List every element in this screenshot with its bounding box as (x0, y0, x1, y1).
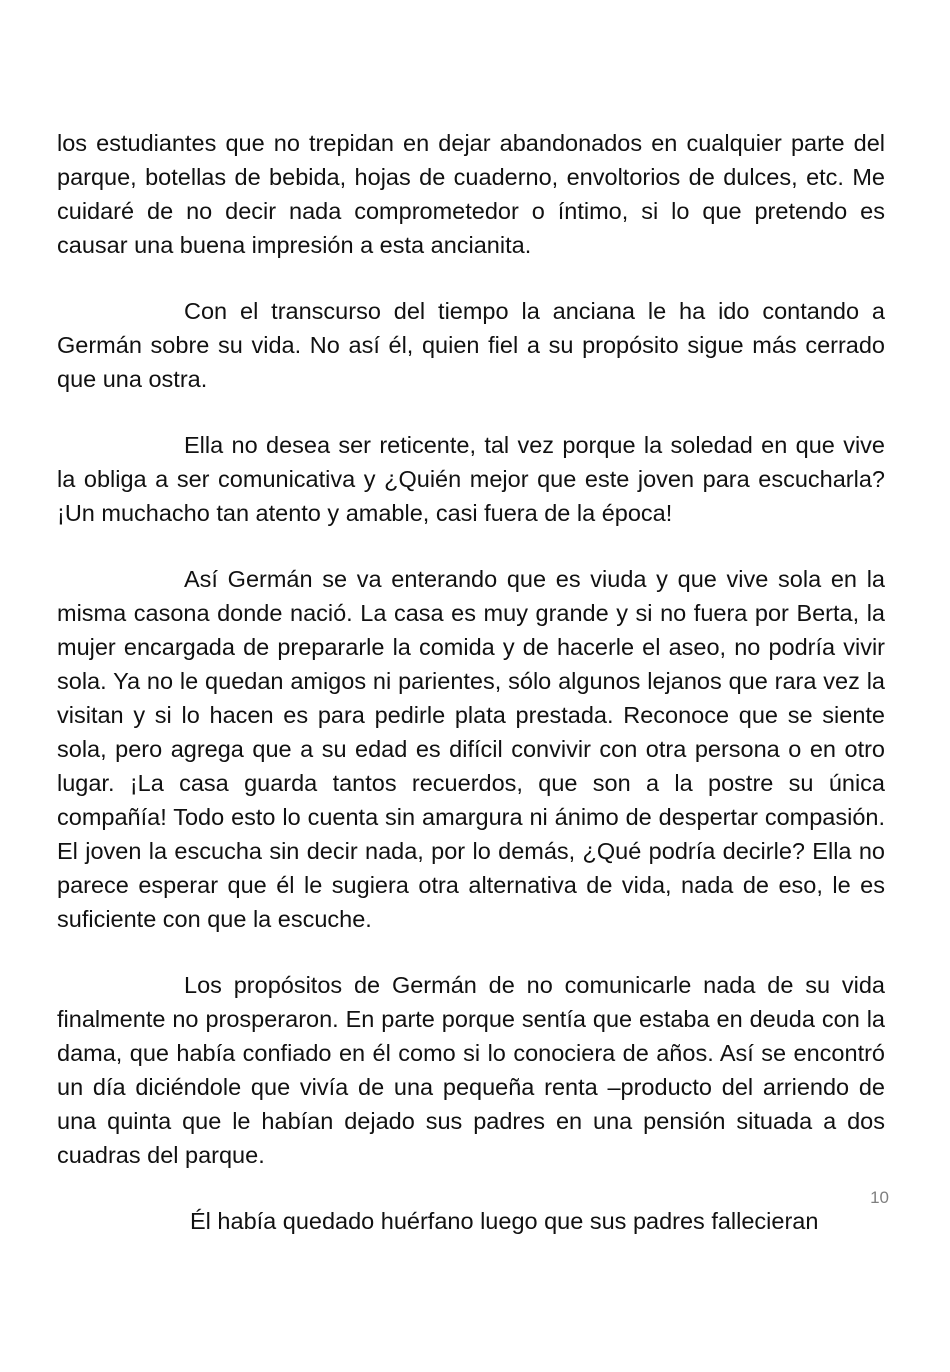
paragraph-continuation: los estudiantes que no trepidan en dejar abandonados en cualquier parte del parque, botellas de bebida, hojas de cuaderno, envoltorios de dulces, etc. Me cuidaré de no decir nada comprometedor o íntimo, si lo que pretendo es causar una buena impresión a esta ancianita. (57, 130, 885, 258)
body-text (57, 126, 885, 1238)
paragraph: Con el transcurso del tiempo la anciana le ha ido contando a Germán sobre su vida. No así él, quien fiel a su propósito sigue más cerrado que una ostra. (57, 298, 885, 392)
paragraph-last-line: Él había quedado huérfano luego que sus padres fallecieran (190, 1208, 819, 1234)
paragraph: Ella no desea ser reticente, tal vez porque la soledad en que vive la obliga a ser comunicativa y ¿Quién mejor que este joven para escucharla? ¡Un muchacho tan atento y amable, casi fuera de la época! (57, 432, 885, 526)
paragraph: Así Germán se va enterando que es viuda y que vive sola en la misma casona donde nació. La casa es muy grande y si no fuera por Berta, la mujer encargada de prepararle la comida y de hacerle el aseo, no podría vivir sola. Ya no le quedan amigos ni parientes, sólo algunos lejanos que rara vez la visitan y si lo hacen es para pedirle plata prestada. Reconoce que se siente sola, pero agrega que a su edad es difícil convivir con otra persona o en otro lugar. ¡La casa guarda tantos recuerdos, que son a la postre su única compañía! Todo esto lo cuenta sin amargura ni ánimo de despertar compasión. El joven la escucha sin decir nada, por lo demás, ¿Qué podría decirle? Ella no parece esperar que él le sugiera otra alternativa de vida, nada de eso, le es suficiente con que la escuche. (57, 566, 885, 932)
page-number: 10 (870, 1188, 889, 1207)
paragraph: Los propósitos de Germán de no comunicarle nada de su vida finalmente no prosperaron. En parte porque sentía que estaba en deuda con la dama, que había confiado en él como si lo conociera de años. Así se encontró un día diciéndole que vivía de una pequeña renta –producto del arriendo de una quinta que le habían dejado sus padres en una pensión situada a dos cuadras del parque. (57, 972, 885, 1168)
